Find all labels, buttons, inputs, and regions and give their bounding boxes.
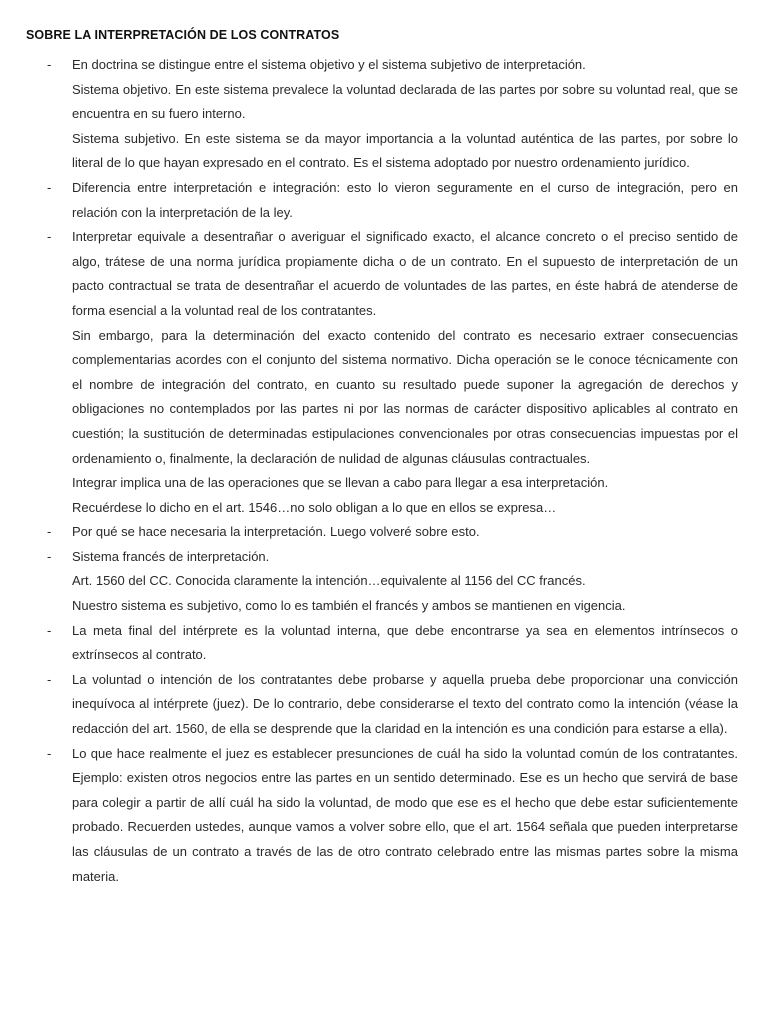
bullet-dash: - (47, 179, 52, 195)
paragraph: Nuestro sistema es subjetivo, como lo es también el francés y ambos se mantienen en vigencia. (72, 598, 626, 614)
paragraph: Art. 1560 del CC. Conocida claramente la intención…equivalente al 1156 del CC francés. (72, 573, 586, 589)
paragraph: Recuérdese lo dicho en el art. 1546…no solo obligan a lo que en ellos se expresa… (72, 499, 557, 515)
bullet-list (26, 53, 738, 889)
bullet-dash: - (47, 548, 52, 564)
paragraph: Por qué se hace necesaria la interpretación. Luego volveré sobre esto. (72, 524, 480, 540)
bullet-dash: - (47, 524, 52, 540)
list-item (26, 53, 738, 176)
document-title: SOBRE LA INTERPRETACIÓN DE LOS CONTRATOS (26, 28, 340, 42)
paragraph: Lo que hace realmente el juez es establecer presunciones de cuál ha sido la voluntad común de los contratantes. Ejemplo: existen otros negocios entre las partes en un sentido determinado. Ese es un hecho que servirá de base para colegir a partir de allí cuál ha sido la voluntad, de modo que ese es el hecho que debe estar suficientemente probado. Recuerden ustedes, aunque vamos a volver sobre ello, que el art. 1564 señala que pueden interpretarse las cláusulas de un contrato a través de las de otro contrato celebrado entre las mismas partes sobre la misma materia. (72, 745, 738, 884)
paragraph: Sistema francés de interpretación. (72, 548, 270, 564)
list-item (26, 668, 738, 742)
paragraph: En doctrina se distingue entre el sistema objetivo y el sistema subjetivo de interpretación. (72, 57, 586, 72)
paragraph: Interpretar equivale a desentrañar o averiguar el significado exacto, el alcance concreto o el preciso sentido de algo, trátese de una norma jurídica propiamente dicha o de un contrato. En el supuesto de interpretación de un pacto contractual se trata de desentrañar el acuerdo de voluntades de las partes, en éste habrá de atenderse de forma esencial a la voluntad real de los contratantes. (72, 229, 738, 318)
list-item (26, 619, 738, 668)
paragraph: Sistema objetivo. En este sistema prevalece la voluntad declarada de las partes por sobre su voluntad real, que se encuentra en su fuero interno. (72, 81, 738, 122)
paragraph: Diferencia entre interpretación e integración: esto lo vieron seguramente en el curso de integración, pero en relación con la interpretación de la ley. (72, 179, 738, 220)
bullet-dash: - (47, 57, 52, 72)
list-item (26, 545, 738, 619)
bullet-dash: - (47, 745, 52, 761)
paragraph: Integrar implica una de las operaciones que se llevan a cabo para llegar a esa interpretación. (72, 475, 609, 491)
paragraph: La voluntad o intención de los contratantes debe probarse y aquella prueba debe proporcionar una convicción inequívoca al intérprete (juez). De lo contrario, debe considerarse el texto del contrato como la intención (véase la redacción del art. 1560, de ella se desprende que la claridad en la intención es una condición para estarse a ella). (72, 671, 738, 737)
paragraph: La meta final del intérprete es la voluntad interna, que debe encontrarse ya sea en elementos intrínsecos o extrínsecos al contrato. (72, 622, 738, 663)
list-item (26, 742, 738, 890)
bullet-dash: - (47, 229, 52, 245)
bullet-dash: - (47, 671, 52, 687)
bullet-dash: - (47, 622, 52, 638)
list-item (26, 520, 738, 545)
paragraph: Sistema subjetivo. En este sistema se da mayor importancia a la voluntad auténtica de las partes, por sobre lo literal de lo que hayan expresado en el contrato. Es el sistema adoptado por nuestro ordenamiento jurídico. (72, 130, 738, 171)
list-item (26, 225, 738, 520)
list-item (26, 176, 738, 225)
paragraph: Sin embargo, para la determinación del exacto contenido del contrato es necesario extraer consecuencias complementarias acordes con el conjunto del sistema normativo. Dicha operación se le conoce técnicamente con el nombre de integración del contrato, en cuanto su resultado puede suponer la agregación de derechos y obligaciones no contemplados por las partes ni por las normas de carácter dispositivo aplicables al contrato en cuestión; la sustitución de determinadas estipulaciones convencionales por otras consecuencias impuestas por el ordenamiento o, finalmente, la declaración de nulidad de algunas cláusulas contractuales. (72, 327, 738, 466)
